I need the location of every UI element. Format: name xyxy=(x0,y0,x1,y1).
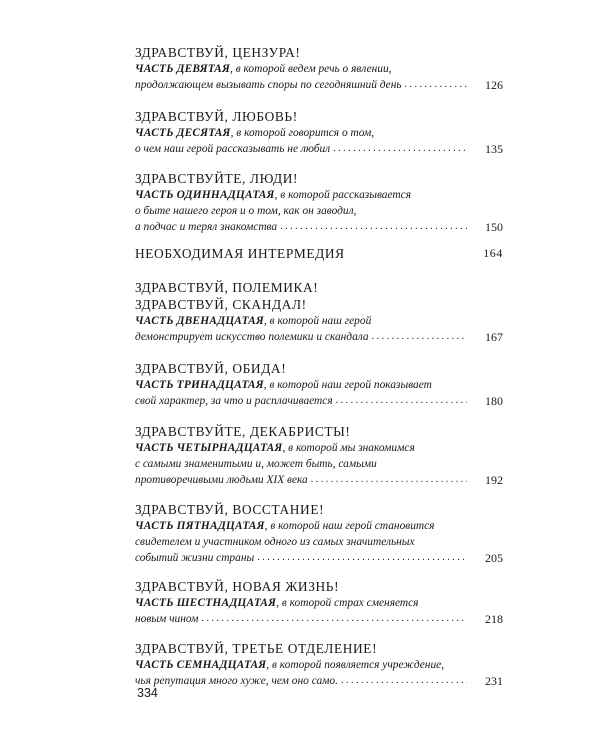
subtitle-text: чья репутация много хуже, чем оно само. xyxy=(135,675,338,687)
toc-entry xyxy=(135,279,503,345)
chapter-subtitle-line xyxy=(135,187,503,203)
toc-entry xyxy=(135,501,503,566)
dot-leader xyxy=(254,550,467,566)
chapter-subtitle-line xyxy=(135,657,503,673)
chapter-heading: ЗДРАВСТВУЙ, ВОССТАНИЕ! xyxy=(135,502,325,517)
subtitle-text: продолжающем вызывать споры по сегодняшний день xyxy=(135,79,402,91)
chapter-subtitle-line xyxy=(135,377,503,393)
part-label: ЧАСТЬ ШЕСТНАДЦАТАЯ xyxy=(135,597,277,609)
dot-leader xyxy=(198,611,467,627)
subtitle-text: новым чином xyxy=(135,613,199,625)
chapter-heading: ЗДРАВСТВУЙТЕ, ЛЮДИ! xyxy=(135,171,299,186)
toc-entry xyxy=(135,360,503,409)
subtitle-text: , в которой наш герой xyxy=(263,315,372,327)
page-number: 164 xyxy=(483,246,503,260)
page-number: 180 xyxy=(485,394,503,408)
subtitle-text: , в которой наш герой показывает xyxy=(263,379,432,391)
subtitle-text: противоречивыми людьми XIX века xyxy=(135,474,308,486)
chapter-subtitle-last-line xyxy=(135,550,503,566)
chapter-subtitle-last-line xyxy=(135,611,503,627)
subtitle-text: , в которой страх сменяется xyxy=(276,597,419,609)
chapter-subtitle-last-line xyxy=(135,219,503,235)
dot-leader xyxy=(330,141,467,157)
part-label: ЧАСТЬ ЧЕТЫРНАДЦАТАЯ xyxy=(135,442,283,454)
toc-entry xyxy=(135,44,503,93)
chapter-heading: ЗДРАВСТВУЙ, ОБИДА! xyxy=(135,361,287,376)
chapter-heading: ЗДРАВСТВУЙ, ЦЕНЗУРА! xyxy=(135,45,301,60)
page-number: 167 xyxy=(485,330,503,344)
toc-entry xyxy=(135,245,503,262)
dot-leader xyxy=(308,472,467,488)
chapter-heading: ЗДРАВСТВУЙ, ТРЕТЬЕ ОТДЕЛЕНИЕ! xyxy=(135,641,378,656)
subtitle-text: , в которой появляется учреждение, xyxy=(266,659,445,671)
chapter-subtitle-last-line xyxy=(135,329,503,345)
dot-leader xyxy=(369,329,467,345)
part-label: ЧАСТЬ ПЯТНАДЦАТАЯ xyxy=(135,520,265,532)
subtitle-text: , в которой наш герой становится xyxy=(264,520,435,532)
chapter-subtitle-line xyxy=(135,595,503,611)
part-label: ЧАСТЬ ДЕВЯТАЯ xyxy=(135,63,231,75)
chapter-heading: ЗДРАВСТВУЙТЕ, ДЕКАБРИСТЫ! xyxy=(135,424,351,439)
dot-leader xyxy=(277,219,467,235)
page-number: 218 xyxy=(485,612,503,626)
dot-leader xyxy=(402,77,467,93)
subtitle-text: демонстрирует искусство полемики и скандала xyxy=(135,331,369,343)
chapter-subtitle-line xyxy=(135,440,503,456)
chapter-heading: ЗДРАВСТВУЙ, СКАНДАЛ! xyxy=(135,297,307,312)
part-label: ЧАСТЬ ТРИНАДЦАТАЯ xyxy=(135,379,264,391)
chapter-subtitle-last-line xyxy=(135,141,503,157)
folio-page-number: 334 xyxy=(137,686,158,700)
chapter-subtitle-last-line xyxy=(135,673,503,689)
chapter-subtitle-last-line xyxy=(135,393,503,409)
subtitle-text: , в которой ведем речь о явлении, xyxy=(230,63,392,75)
chapter-subtitle-line: свидетелем и участником одного из самых значительных xyxy=(135,536,415,548)
toc-entry xyxy=(135,170,503,235)
part-label: ЧАСТЬ СЕМНАДЦАТАЯ xyxy=(135,659,267,671)
chapter-subtitle-last-line xyxy=(135,77,503,93)
subtitle-text: событий жизни страны xyxy=(135,552,255,564)
part-label: ЧАСТЬ ОДИННАДЦАТАЯ xyxy=(135,189,275,201)
part-label: ЧАСТЬ ДЕСЯТАЯ xyxy=(135,127,231,139)
dot-leader xyxy=(338,673,467,689)
page-number: 135 xyxy=(485,142,503,156)
toc-entry xyxy=(135,108,503,157)
chapter-heading: ЗДРАВСТВУЙ, НОВАЯ ЖИЗНЬ! xyxy=(135,579,340,594)
page-number: 192 xyxy=(485,473,503,487)
chapter-heading: ЗДРАВСТВУЙ, ПОЛЕМИКА! xyxy=(135,280,319,295)
chapter-subtitle-line xyxy=(135,125,503,141)
part-label: ЧАСТЬ ДВЕНАДЦАТАЯ xyxy=(135,315,264,327)
subtitle-text: , в которой рассказывается xyxy=(274,189,411,201)
subtitle-text: , в которой мы знакомимся xyxy=(282,442,415,454)
subtitle-text: о чем наш герой рассказывать не любил xyxy=(135,143,331,155)
subtitle-text: , в которой говорится о том, xyxy=(230,127,375,139)
chapter-subtitle-line xyxy=(135,518,503,534)
chapter-subtitle-line xyxy=(135,313,503,329)
subtitle-text: свой характер, за что и расплачивается xyxy=(135,395,333,407)
page-number: 205 xyxy=(485,551,503,565)
chapter-subtitle-line: с самыми знаменитыми и, может быть, самыми xyxy=(135,458,377,470)
dot-leader xyxy=(333,393,467,409)
chapter-subtitle-line: о быте нашего героя и о том, как он заводил, xyxy=(135,205,357,217)
chapter-heading-row xyxy=(135,245,503,262)
chapter-subtitle-line xyxy=(135,61,503,77)
toc-entry xyxy=(135,578,503,627)
page-number: 150 xyxy=(485,220,503,234)
page-number: 231 xyxy=(485,674,503,688)
chapter-subtitle-last-line xyxy=(135,472,503,488)
toc-entry xyxy=(135,423,503,488)
toc-entry xyxy=(135,640,503,689)
page-number: 126 xyxy=(485,78,503,92)
subtitle-text: а подчас и терял знакомства xyxy=(135,221,278,233)
chapter-heading: НЕОБХОДИМАЯ ИНТЕРМЕДИЯ xyxy=(135,246,345,261)
chapter-heading: ЗДРАВСТВУЙ, ЛЮБОВЬ! xyxy=(135,109,298,124)
